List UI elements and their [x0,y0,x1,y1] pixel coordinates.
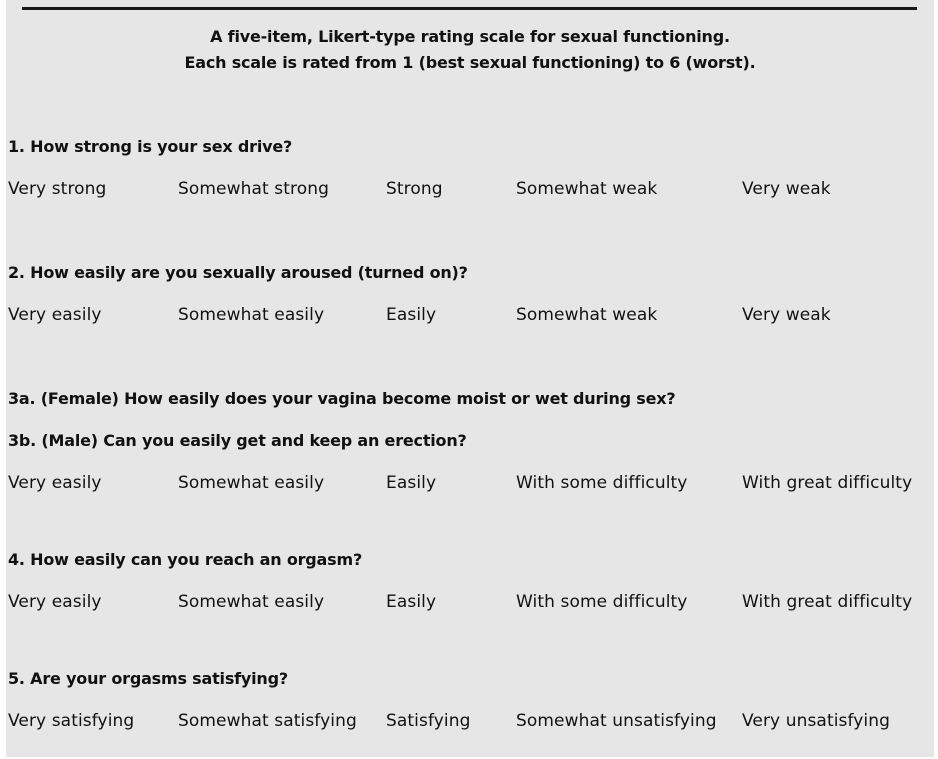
top-divider [22,7,917,10]
q2-option-4: Somewhat weak [516,305,658,325]
q3-option-2: Somewhat easily [178,473,325,493]
q1-option-3: Strong [386,179,443,199]
q1-option-5: Very weak [742,179,831,199]
q1-option-1: Very strong [8,179,107,199]
q5-option-1: Very satisfying [8,711,135,731]
q4-option-5: With great difficulty [742,592,913,612]
q1-option-4: Somewhat weak [516,179,658,199]
question-1: 1. How strong is your sex drive? [8,137,293,156]
question-5: 5. Are your orgasms satisfying? [8,669,288,688]
q3-option-3: Easily [386,473,437,493]
q4-option-4: With some difficulty [516,592,688,612]
rating-scale-panel [6,0,934,757]
q3-option-4: With some difficulty [516,473,688,493]
q4-option-1: Very easily [8,592,102,612]
question-4: 4. How easily can you reach an orgasm? [8,550,363,569]
q5-option-5: Very unsatisfying [742,711,891,731]
caption-line-1: A five-item, Likert-type rating scale for sexual functioning. [210,27,730,46]
question-2: 2. How easily are you sexually aroused (turned on)? [8,263,468,282]
q5-option-2: Somewhat satisfying [178,711,357,731]
q5-option-4: Somewhat unsatisfying [516,711,717,731]
q2-option-3: Easily [386,305,437,325]
q3-option-1: Very easily [8,473,102,493]
q2-option-1: Very easily [8,305,102,325]
q4-option-2: Somewhat easily [178,592,325,612]
q3-option-5: With great difficulty [742,473,913,493]
q2-option-2: Somewhat easily [178,305,325,325]
question-3b: 3b. (Male) Can you easily get and keep an erection? [8,431,467,450]
q4-option-3: Easily [386,592,437,612]
q2-option-5: Very weak [742,305,831,325]
q5-option-3: Satisfying [386,711,471,731]
question-3a: 3a. (Female) How easily does your vagina become moist or wet during sex? [8,389,676,408]
q1-option-2: Somewhat strong [178,179,329,199]
caption-line-2: Each scale is rated from 1 (best sexual functioning) to 6 (worst). [184,53,756,72]
